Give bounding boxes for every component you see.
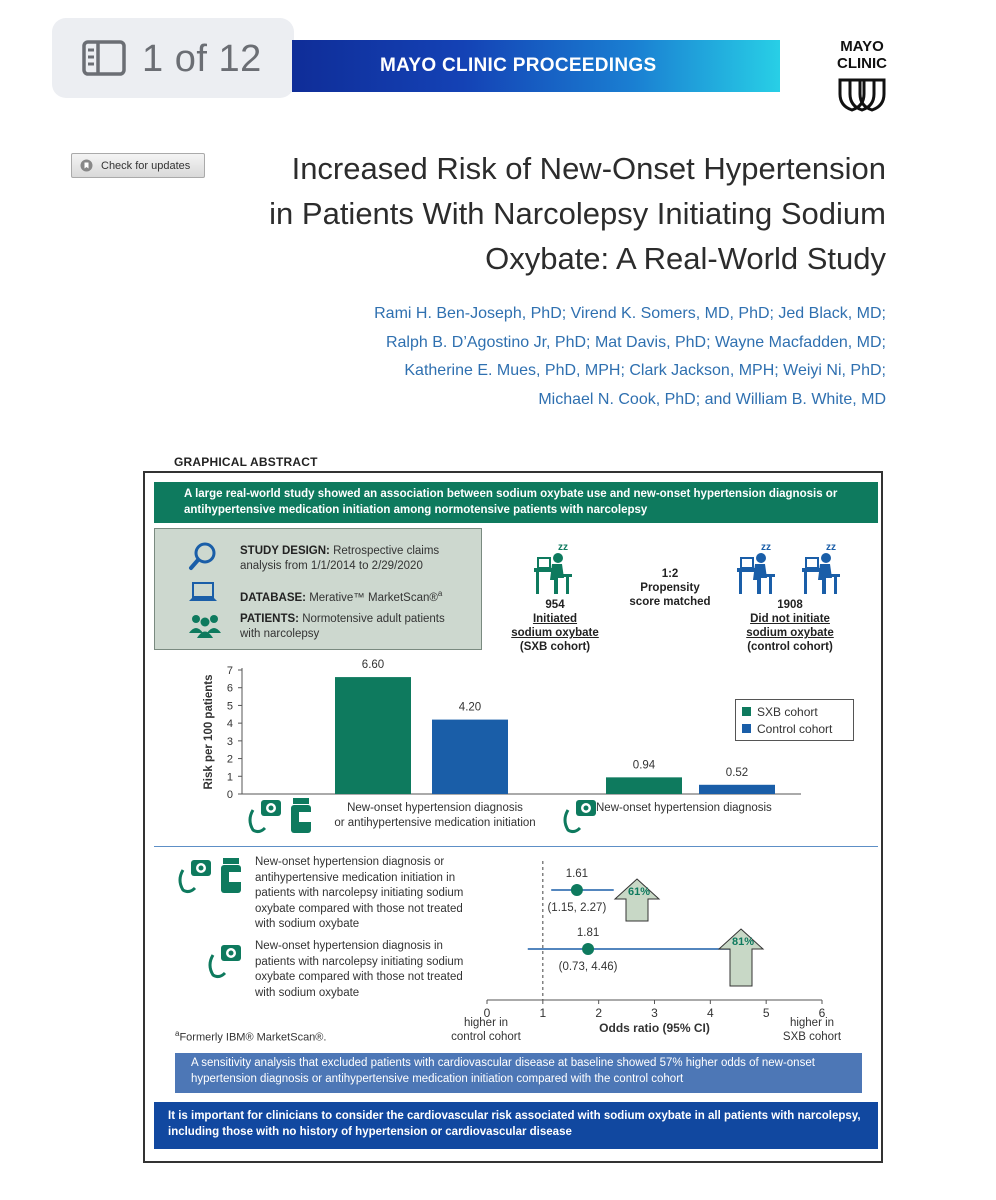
forest-tick-label: 5 — [762, 1006, 770, 1020]
sensitivity-analysis-box: A sensitivity analysis that excluded patients with cardiovascular disease at baseline showed 57% higher odds of new-onset hypertension diagnosis or antihypertensive medication initiation compared with the control cohort — [175, 1053, 862, 1093]
ctrl-count: 1908 — [777, 599, 803, 611]
article-title — [186, 146, 886, 281]
axis-left-1: higher in — [463, 1017, 509, 1029]
outcome1-line2: or antihypertensive medication initiation — [334, 817, 536, 829]
graphical-abstract — [143, 471, 883, 1163]
check-updates-label: Check for updates — [101, 159, 191, 172]
bar-value-label: 6.60 — [361, 659, 385, 672]
forest-tick-label: 6 — [818, 1006, 826, 1020]
patients-label: PATIENTS: — [240, 613, 299, 625]
y-tick-label: 0 — [226, 789, 233, 801]
axis-note-left — [441, 1016, 531, 1044]
study-design-text-1: Retrospective claims — [329, 545, 440, 557]
bookmark-icon — [80, 159, 93, 172]
bar-value-label: 0.94 — [632, 759, 656, 772]
forest-row1-text: New-onset hypertension diagnosis or antihypertensive medication initiation in patients with narcolepsy initiating sodium oxybate compared with those not treated with sodium oxybate — [255, 856, 464, 930]
check-for-updates-button[interactable] — [71, 153, 205, 178]
axis-right-2: SXB cohort — [782, 1031, 842, 1043]
forest-row2-text: New-onset hypertension diagnosis in patients with narcolepsy initiating sodium oxybate compared with those not treated with sodium oxybate — [255, 940, 464, 999]
footnote-text: Formerly IBM® MarketScan®. — [179, 1031, 327, 1044]
y-tick-label: 4 — [226, 718, 233, 731]
legend-item-sxb — [742, 703, 853, 720]
or-label: 1.81 — [576, 927, 600, 939]
ci-label: (0.73, 4.46) — [558, 961, 618, 973]
bp-meds-icon — [175, 858, 255, 896]
logo-text-line2: CLINIC — [837, 55, 887, 72]
study-design-label: STUDY DESIGN: — [240, 545, 330, 557]
legend-label: SXB cohort — [757, 704, 818, 719]
mayo-clinic-logo — [822, 38, 902, 112]
legend-swatch-sxb — [742, 707, 751, 716]
sxb-label-1: Initiated — [532, 613, 578, 625]
conclusion-box: It is important for clinicians to consider the cardiovascular risk associated with sodium oxybate in all patients with narcolepsy, including those with no history of hypertension or cardiovascular disease — [154, 1102, 878, 1149]
title-line: Oxybate: A Real-World Study — [485, 241, 886, 276]
bar-chart-legend — [735, 699, 854, 741]
or-point — [571, 884, 583, 896]
section-divider — [154, 846, 878, 847]
title-line: Increased Risk of New-Onset Hypertension — [291, 151, 886, 186]
y-tick-label: 2 — [226, 753, 233, 766]
authors-line: Rami H. Ben-Joseph, PhD; Virend K. Somers, MD, PhD; Jed Black, MD; — [374, 305, 886, 322]
graphical-abstract-label: GRAPHICAL ABSTRACT — [174, 455, 318, 469]
database-label: DATABASE: — [240, 591, 307, 604]
page-counter-text: 1 of 12 — [142, 38, 262, 80]
footnote — [175, 1029, 326, 1044]
or-point — [582, 943, 594, 955]
title-line: in Patients With Narcolepsy Initiating Sodium — [269, 196, 886, 231]
match-label-2: score matched — [629, 596, 711, 608]
database-sup: a — [437, 589, 443, 598]
outcome1-label — [305, 801, 565, 831]
bp-monitor-icon — [205, 943, 253, 981]
outcome2-label: New-onset hypertension diagnosis — [596, 802, 772, 814]
forest-tick-label: 3 — [651, 1006, 658, 1020]
logo-text-line1: MAYO — [840, 38, 884, 55]
legend-swatch-control — [742, 724, 751, 733]
y-tick-label: 5 — [226, 700, 233, 713]
sxb-count: 954 — [545, 599, 565, 611]
forest-tick-label: 0 — [483, 1006, 491, 1020]
bar-chart — [203, 659, 801, 801]
legend-label: Control cohort — [757, 721, 833, 736]
bar-value-label: 0.52 — [725, 766, 749, 779]
page-counter[interactable] — [52, 18, 294, 98]
outcome1-line1: New-onset hypertension diagnosis — [347, 802, 523, 814]
study-design-text-2: analysis from 1/1/2014 to 2/29/2020 — [240, 560, 423, 572]
forest-tick-label: 4 — [706, 1006, 714, 1020]
sxb-label-2: sodium oxybate — [511, 627, 599, 639]
svg-text:zz: zz — [761, 542, 771, 553]
axis-left-2: control cohort — [451, 1031, 521, 1043]
y-tick-label: 1 — [226, 771, 233, 784]
bar-value-label: 4.20 — [458, 701, 482, 714]
y-tick-label: 6 — [226, 682, 233, 695]
bar-control — [699, 785, 775, 794]
svg-text:zz: zz — [826, 542, 836, 553]
ctrl-sub: (control cohort) — [747, 641, 833, 653]
match-label-1: Propensity — [640, 582, 700, 594]
bar-sxb — [606, 777, 682, 794]
footnote-prefix: a — [175, 1029, 180, 1038]
forest-x-axis-label: Odds ratio (95% CI) — [599, 1021, 710, 1035]
patients-text-2: with narcolepsy — [240, 628, 320, 640]
legend-item-control — [742, 720, 853, 737]
abstract-banner: A large real-world study showed an association between sodium oxybate use and new-onset hypertension diagnosis or antihypertensive medication initiation among normotensive patients with narcolepsy — [154, 482, 878, 523]
y-tick-label: 3 — [226, 735, 233, 748]
pct-label: 61% — [627, 886, 651, 898]
database-text: Merative™ MarketScan® — [306, 591, 438, 604]
forest-plot — [484, 861, 826, 1035]
sidebar-toggle-icon[interactable] — [82, 40, 126, 76]
axis-note-right — [767, 1016, 857, 1044]
authors-line: Michael N. Cook, PhD; and William B. White, MD — [538, 390, 886, 408]
pct-label: 81% — [731, 936, 755, 948]
svg-text:zz: zz — [558, 542, 568, 553]
forest-tick-label: 2 — [595, 1006, 603, 1020]
patients-text-1: Normotensive adult patients — [299, 613, 445, 625]
bar-sxb — [335, 677, 411, 794]
ctrl-label-1: Did not initiate — [750, 613, 830, 625]
journal-banner — [292, 40, 780, 92]
or-label: 1.61 — [565, 868, 589, 880]
author-list — [246, 300, 886, 414]
sxb-sub: (SXB cohort) — [519, 641, 591, 653]
bar-control — [432, 720, 508, 794]
mayo-shields-icon — [837, 76, 887, 112]
authors-line: Ralph B. D’Agostino Jr, PhD; Mat Davis, PhD; Wayne Macfadden, MD; — [385, 333, 886, 351]
axis-right-1: higher in — [789, 1017, 835, 1029]
ci-label: (1.15, 2.27) — [547, 902, 607, 914]
forest-tick-label: 1 — [539, 1006, 547, 1020]
y-tick-label: 7 — [226, 665, 233, 677]
journal-name: MAYO CLINIC PROCEEDINGS — [380, 55, 657, 76]
y-axis-label: Risk per 100 patients — [203, 674, 215, 790]
authors-line: Katherine E. Mues, PhD, MPH; Clark Jackson, MPH; Weiyi Ni, PhD; — [404, 362, 886, 379]
match-ratio: 1:2 — [661, 568, 679, 580]
ctrl-label-2: sodium oxybate — [746, 627, 834, 639]
